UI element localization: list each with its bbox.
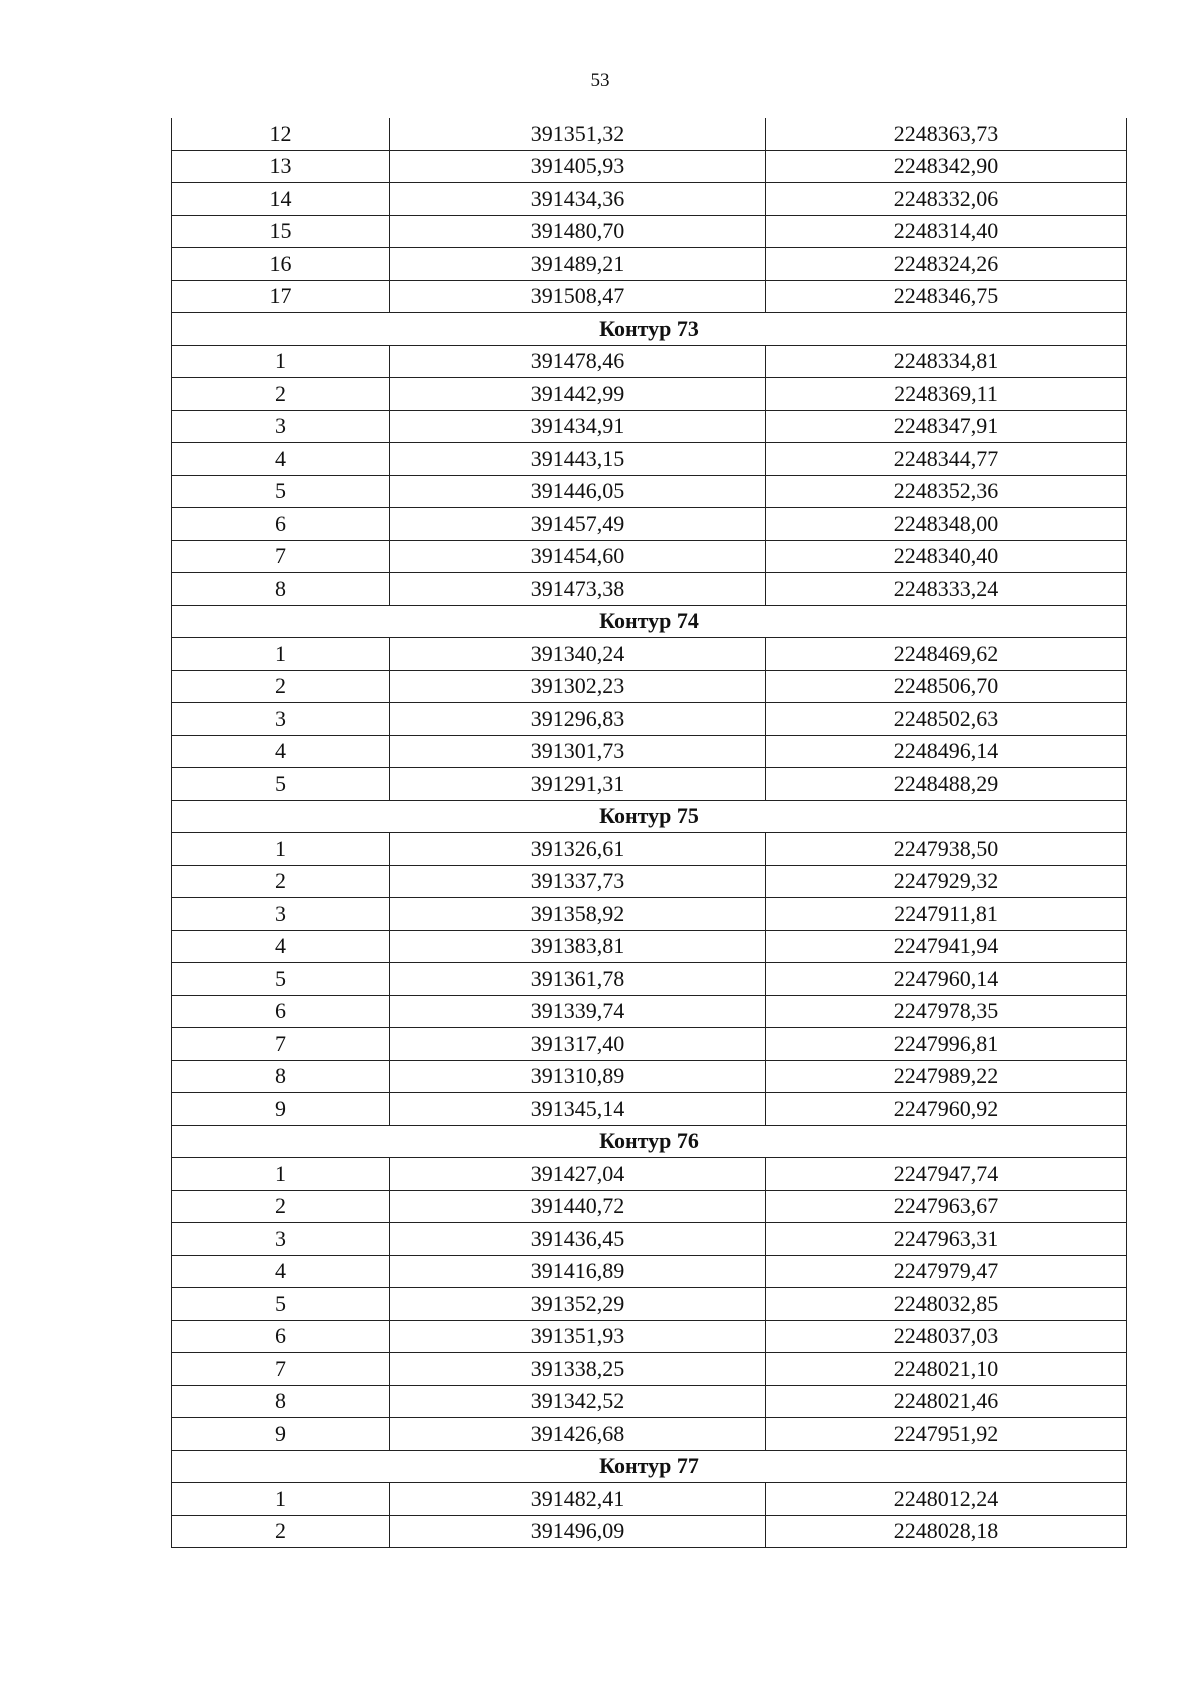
- x-coordinate-cell: 391338,25: [390, 1353, 766, 1386]
- contour-title: Контур 77: [172, 1450, 1127, 1483]
- x-coordinate-cell: 391326,61: [390, 833, 766, 866]
- table-row: [172, 995, 1127, 1028]
- table-row: [172, 475, 1127, 508]
- point-number-cell: 2: [172, 865, 390, 898]
- point-number-cell: 3: [172, 898, 390, 931]
- point-number-cell: 6: [172, 995, 390, 1028]
- y-coordinate-cell: 2248324,26: [766, 248, 1127, 281]
- point-number-cell: 2: [172, 670, 390, 703]
- y-coordinate-cell: 2247929,32: [766, 865, 1127, 898]
- table-row: [172, 1483, 1127, 1516]
- point-number-cell: 2: [172, 1515, 390, 1548]
- contour-heading-row: [172, 1125, 1127, 1158]
- x-coordinate-cell: 391457,49: [390, 508, 766, 541]
- point-number-cell: 2: [172, 1190, 390, 1223]
- x-coordinate-cell: 391482,41: [390, 1483, 766, 1516]
- point-number-cell: 3: [172, 410, 390, 443]
- x-coordinate-cell: 391358,92: [390, 898, 766, 931]
- table-row: [172, 638, 1127, 671]
- y-coordinate-cell: 2248348,00: [766, 508, 1127, 541]
- table-row: [172, 898, 1127, 931]
- table-row: [172, 378, 1127, 411]
- y-coordinate-cell: 2247951,92: [766, 1418, 1127, 1451]
- table-row: [172, 345, 1127, 378]
- x-coordinate-cell: 391301,73: [390, 735, 766, 768]
- table-row: [172, 150, 1127, 183]
- point-number-cell: 6: [172, 1320, 390, 1353]
- x-coordinate-cell: 391339,74: [390, 995, 766, 1028]
- y-coordinate-cell: 2248352,36: [766, 475, 1127, 508]
- y-coordinate-cell: 2248332,06: [766, 183, 1127, 216]
- point-number-cell: 8: [172, 573, 390, 606]
- y-coordinate-cell: 2248369,11: [766, 378, 1127, 411]
- point-number-cell: 4: [172, 443, 390, 476]
- y-coordinate-cell: 2247979,47: [766, 1255, 1127, 1288]
- contour-title: Контур 74: [172, 605, 1127, 638]
- point-number-cell: 6: [172, 508, 390, 541]
- y-coordinate-cell: 2247989,22: [766, 1060, 1127, 1093]
- point-number-cell: 1: [172, 833, 390, 866]
- y-coordinate-cell: 2248021,10: [766, 1353, 1127, 1386]
- x-coordinate-cell: 391508,47: [390, 280, 766, 313]
- table-row: [172, 1028, 1127, 1061]
- table-row: [172, 735, 1127, 768]
- x-coordinate-cell: 391442,99: [390, 378, 766, 411]
- y-coordinate-cell: 2248314,40: [766, 215, 1127, 248]
- y-coordinate-cell: 2248037,03: [766, 1320, 1127, 1353]
- table-row: [172, 1190, 1127, 1223]
- y-coordinate-cell: 2247960,92: [766, 1093, 1127, 1126]
- x-coordinate-cell: 391337,73: [390, 865, 766, 898]
- point-number-cell: 15: [172, 215, 390, 248]
- contour-title: Контур 75: [172, 800, 1127, 833]
- table-row: [172, 1223, 1127, 1256]
- table-row: [172, 1158, 1127, 1191]
- x-coordinate-cell: 391416,89: [390, 1255, 766, 1288]
- table-row: [172, 410, 1127, 443]
- x-coordinate-cell: 391427,04: [390, 1158, 766, 1191]
- contour-heading-row: [172, 605, 1127, 638]
- x-coordinate-cell: 391489,21: [390, 248, 766, 281]
- point-number-cell: 14: [172, 183, 390, 216]
- table-row: [172, 1320, 1127, 1353]
- table-row: [172, 1288, 1127, 1321]
- point-number-cell: 5: [172, 768, 390, 801]
- point-number-cell: 1: [172, 1483, 390, 1516]
- x-coordinate-cell: 391352,29: [390, 1288, 766, 1321]
- x-coordinate-cell: 391340,24: [390, 638, 766, 671]
- y-coordinate-cell: 2247941,94: [766, 930, 1127, 963]
- x-coordinate-cell: 391496,09: [390, 1515, 766, 1548]
- y-coordinate-cell: 2248333,24: [766, 573, 1127, 606]
- x-coordinate-cell: 391296,83: [390, 703, 766, 736]
- point-number-cell: 4: [172, 1255, 390, 1288]
- table-row: [172, 248, 1127, 281]
- point-number-cell: 5: [172, 1288, 390, 1321]
- point-number-cell: 3: [172, 1223, 390, 1256]
- y-coordinate-cell: 2248488,29: [766, 768, 1127, 801]
- table-row: [172, 865, 1127, 898]
- point-number-cell: 8: [172, 1385, 390, 1418]
- table-row: [172, 1255, 1127, 1288]
- x-coordinate-cell: 391351,32: [390, 118, 766, 150]
- table-row: [172, 670, 1127, 703]
- point-number-cell: 8: [172, 1060, 390, 1093]
- x-coordinate-cell: 391454,60: [390, 540, 766, 573]
- y-coordinate-cell: 2248346,75: [766, 280, 1127, 313]
- x-coordinate-cell: 391405,93: [390, 150, 766, 183]
- table-row: [172, 573, 1127, 606]
- point-number-cell: 17: [172, 280, 390, 313]
- table-row: [172, 183, 1127, 216]
- table-row: [172, 443, 1127, 476]
- point-number-cell: 5: [172, 963, 390, 996]
- y-coordinate-cell: 2247963,67: [766, 1190, 1127, 1223]
- table-row: [172, 118, 1127, 150]
- x-coordinate-cell: 391473,38: [390, 573, 766, 606]
- y-coordinate-cell: 2247947,74: [766, 1158, 1127, 1191]
- y-coordinate-cell: 2248340,40: [766, 540, 1127, 573]
- x-coordinate-cell: 391436,45: [390, 1223, 766, 1256]
- coordinates-table: [171, 118, 1127, 1548]
- y-coordinate-cell: 2248028,18: [766, 1515, 1127, 1548]
- table-row: [172, 1060, 1127, 1093]
- table-row: [172, 540, 1127, 573]
- y-coordinate-cell: 2247963,31: [766, 1223, 1127, 1256]
- table-row: [172, 930, 1127, 963]
- point-number-cell: 1: [172, 345, 390, 378]
- table-row: [172, 963, 1127, 996]
- x-coordinate-cell: 391434,36: [390, 183, 766, 216]
- x-coordinate-cell: 391291,31: [390, 768, 766, 801]
- y-coordinate-cell: 2247996,81: [766, 1028, 1127, 1061]
- y-coordinate-cell: 2248021,46: [766, 1385, 1127, 1418]
- x-coordinate-cell: 391302,23: [390, 670, 766, 703]
- contour-title: Контур 76: [172, 1125, 1127, 1158]
- point-number-cell: 16: [172, 248, 390, 281]
- point-number-cell: 12: [172, 118, 390, 150]
- y-coordinate-cell: 2248363,73: [766, 118, 1127, 150]
- y-coordinate-cell: 2248469,62: [766, 638, 1127, 671]
- table-row: [172, 1418, 1127, 1451]
- y-coordinate-cell: 2248344,77: [766, 443, 1127, 476]
- point-number-cell: 7: [172, 1353, 390, 1386]
- y-coordinate-cell: 2248506,70: [766, 670, 1127, 703]
- table-row: [172, 703, 1127, 736]
- x-coordinate-cell: 391351,93: [390, 1320, 766, 1353]
- table-row: [172, 508, 1127, 541]
- table-row: [172, 1515, 1127, 1548]
- table-row: [172, 1385, 1127, 1418]
- point-number-cell: 5: [172, 475, 390, 508]
- x-coordinate-cell: 391440,72: [390, 1190, 766, 1223]
- table-row: [172, 833, 1127, 866]
- table-row: [172, 1353, 1127, 1386]
- x-coordinate-cell: 391383,81: [390, 930, 766, 963]
- y-coordinate-cell: 2248032,85: [766, 1288, 1127, 1321]
- y-coordinate-cell: 2248334,81: [766, 345, 1127, 378]
- x-coordinate-cell: 391443,15: [390, 443, 766, 476]
- y-coordinate-cell: 2247911,81: [766, 898, 1127, 931]
- point-number-cell: 2: [172, 378, 390, 411]
- y-coordinate-cell: 2247978,35: [766, 995, 1127, 1028]
- y-coordinate-cell: 2248496,14: [766, 735, 1127, 768]
- x-coordinate-cell: 391434,91: [390, 410, 766, 443]
- y-coordinate-cell: 2248342,90: [766, 150, 1127, 183]
- contour-heading-row: [172, 800, 1127, 833]
- x-coordinate-cell: 391478,46: [390, 345, 766, 378]
- y-coordinate-cell: 2247960,14: [766, 963, 1127, 996]
- page-number: 53: [590, 70, 610, 91]
- point-number-cell: 7: [172, 540, 390, 573]
- table-row: [172, 215, 1127, 248]
- point-number-cell: 7: [172, 1028, 390, 1061]
- contour-heading-row: [172, 313, 1127, 346]
- point-number-cell: 1: [172, 638, 390, 671]
- coordinates-table-body: [172, 118, 1127, 1548]
- x-coordinate-cell: 391342,52: [390, 1385, 766, 1418]
- y-coordinate-cell: 2247938,50: [766, 833, 1127, 866]
- contour-heading-row: [172, 1450, 1127, 1483]
- table-row: [172, 280, 1127, 313]
- contour-title: Контур 73: [172, 313, 1127, 346]
- x-coordinate-cell: 391426,68: [390, 1418, 766, 1451]
- x-coordinate-cell: 391310,89: [390, 1060, 766, 1093]
- x-coordinate-cell: 391317,40: [390, 1028, 766, 1061]
- y-coordinate-cell: 2248502,63: [766, 703, 1127, 736]
- point-number-cell: 9: [172, 1418, 390, 1451]
- point-number-cell: 4: [172, 735, 390, 768]
- table-row: [172, 768, 1127, 801]
- point-number-cell: 1: [172, 1158, 390, 1191]
- table-row: [172, 1093, 1127, 1126]
- point-number-cell: 3: [172, 703, 390, 736]
- point-number-cell: 4: [172, 930, 390, 963]
- y-coordinate-cell: 2248347,91: [766, 410, 1127, 443]
- x-coordinate-cell: 391446,05: [390, 475, 766, 508]
- x-coordinate-cell: 391480,70: [390, 215, 766, 248]
- y-coordinate-cell: 2248012,24: [766, 1483, 1127, 1516]
- x-coordinate-cell: 391361,78: [390, 963, 766, 996]
- point-number-cell: 13: [172, 150, 390, 183]
- point-number-cell: 9: [172, 1093, 390, 1126]
- x-coordinate-cell: 391345,14: [390, 1093, 766, 1126]
